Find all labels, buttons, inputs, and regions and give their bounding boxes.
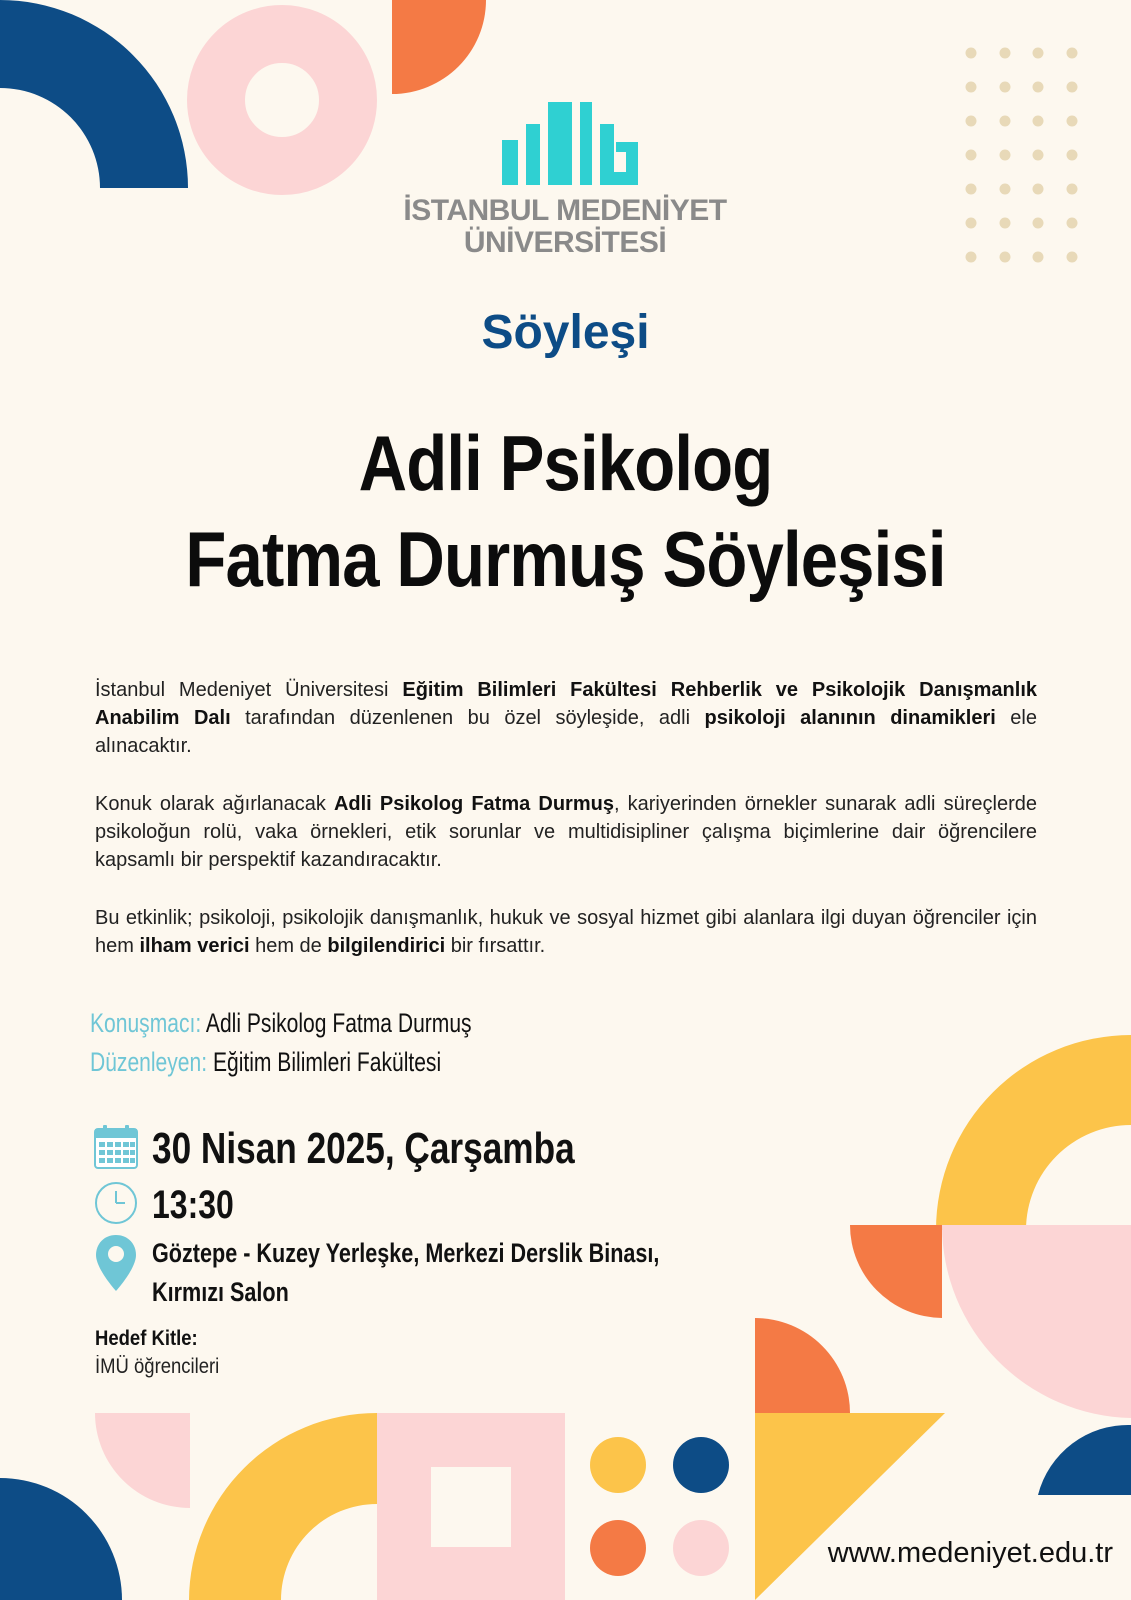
location-pin-icon	[94, 1235, 138, 1291]
navy-dot	[673, 1437, 729, 1493]
logo-text-line-2: ÜNİVERSİTESİ	[463, 226, 667, 259]
yellow-arc-bottom	[189, 1413, 377, 1600]
audience-label: Hedef Kitle:	[95, 1327, 198, 1350]
speaker-label: Konuşmacı:	[90, 1008, 202, 1038]
organizer-label: Düzenleyen:	[90, 1047, 208, 1077]
text-run: tarafından düzenlenen bu özel söyleşide, adli	[230, 707, 705, 729]
event-date: 30 Nisan 2025, Çarşamba	[152, 1124, 575, 1173]
description-paragraph-3	[95, 904, 1037, 960]
text-run: hem de	[249, 935, 328, 957]
text-run: Konuk olarak ağırlanacak	[95, 793, 334, 815]
logo-text-line-1: İSTANBUL MEDENİYET	[403, 194, 727, 227]
organizer-value: Eğitim Bilimleri Fakültesi	[212, 1047, 442, 1077]
text-run: psikoloji alanının dinamikleri	[704, 707, 996, 729]
navy-half-bottom-right	[1038, 1425, 1131, 1495]
yellow-dot	[590, 1437, 646, 1493]
pink-quarter-bottom-left	[95, 1413, 190, 1508]
event-time: 13:30	[152, 1183, 234, 1227]
speaker-value: Adli Psikolog Fatma Durmuş	[205, 1008, 472, 1038]
pink-square-inner	[431, 1467, 511, 1547]
text-run: Eğitim Bilimleri Fakültesi Rehberlik ve Psikolojik Danışmanlık Anabilim Dalı	[95, 679, 1037, 729]
navy-arc-top-left	[0, 0, 188, 188]
clock-icon	[94, 1181, 138, 1225]
pink-ring	[216, 34, 348, 166]
orange-quarter-mid	[755, 1318, 850, 1413]
dot-grid	[966, 48, 1078, 263]
title-line-2: Fatma Durmuş Söyleşisi	[185, 515, 946, 603]
calendar-icon	[94, 1125, 138, 1169]
title-line-1: Adli Psikolog	[358, 419, 773, 507]
pink-arc-right	[942, 1225, 1131, 1418]
orange-half-top	[392, 0, 486, 94]
event-location-line-2: Kırmızı Salon	[152, 1277, 289, 1307]
pink-dot	[673, 1520, 729, 1576]
text-run: , kariyerinden örnekler sunarak adli süreçlerde psikoloğun rolü, vaka örnekleri, etik sorunlar ve multidisipliner çalışma biçimlerine dair öğrencilere kapsamlı bir perspektif kazandıracaktır.	[95, 793, 1038, 871]
website-url: www.medeniyet.edu.tr	[827, 1537, 1113, 1569]
yellow-triangle	[755, 1413, 945, 1600]
description-paragraph-2	[95, 790, 1037, 874]
orange-dot	[590, 1520, 646, 1576]
text-run: bir fırsattır.	[445, 935, 546, 957]
text-run: İstanbul Medeniyet Üniversitesi	[95, 679, 403, 701]
audience-value: İMÜ öğrencileri	[95, 1355, 220, 1378]
text-run: Adli Psikolog Fatma Durmuş	[333, 793, 614, 815]
text-run: ilham verici	[139, 935, 250, 957]
description-paragraph-1	[95, 676, 1037, 760]
text-run: bilgilendirici	[327, 935, 446, 957]
speaker-line	[90, 1008, 472, 1039]
event-type-heading: Söyleşi	[481, 306, 650, 359]
text-run: Bu etkinlik; psikoloji, psikolojik danışmanlık, hukuk ve sosyal hizmet gibi alanlara ilgi duyan öğrenciler için hem	[95, 907, 1037, 957]
organizer-line	[90, 1047, 441, 1078]
event-location-line-1: Göztepe - Kuzey Yerleşke, Merkezi Derslik Binası,	[152, 1238, 660, 1268]
navy-arc-bottom-left	[0, 1478, 122, 1600]
yellow-arc-right	[936, 1035, 1131, 1230]
text-run: ele alınacaktır.	[95, 707, 1037, 757]
